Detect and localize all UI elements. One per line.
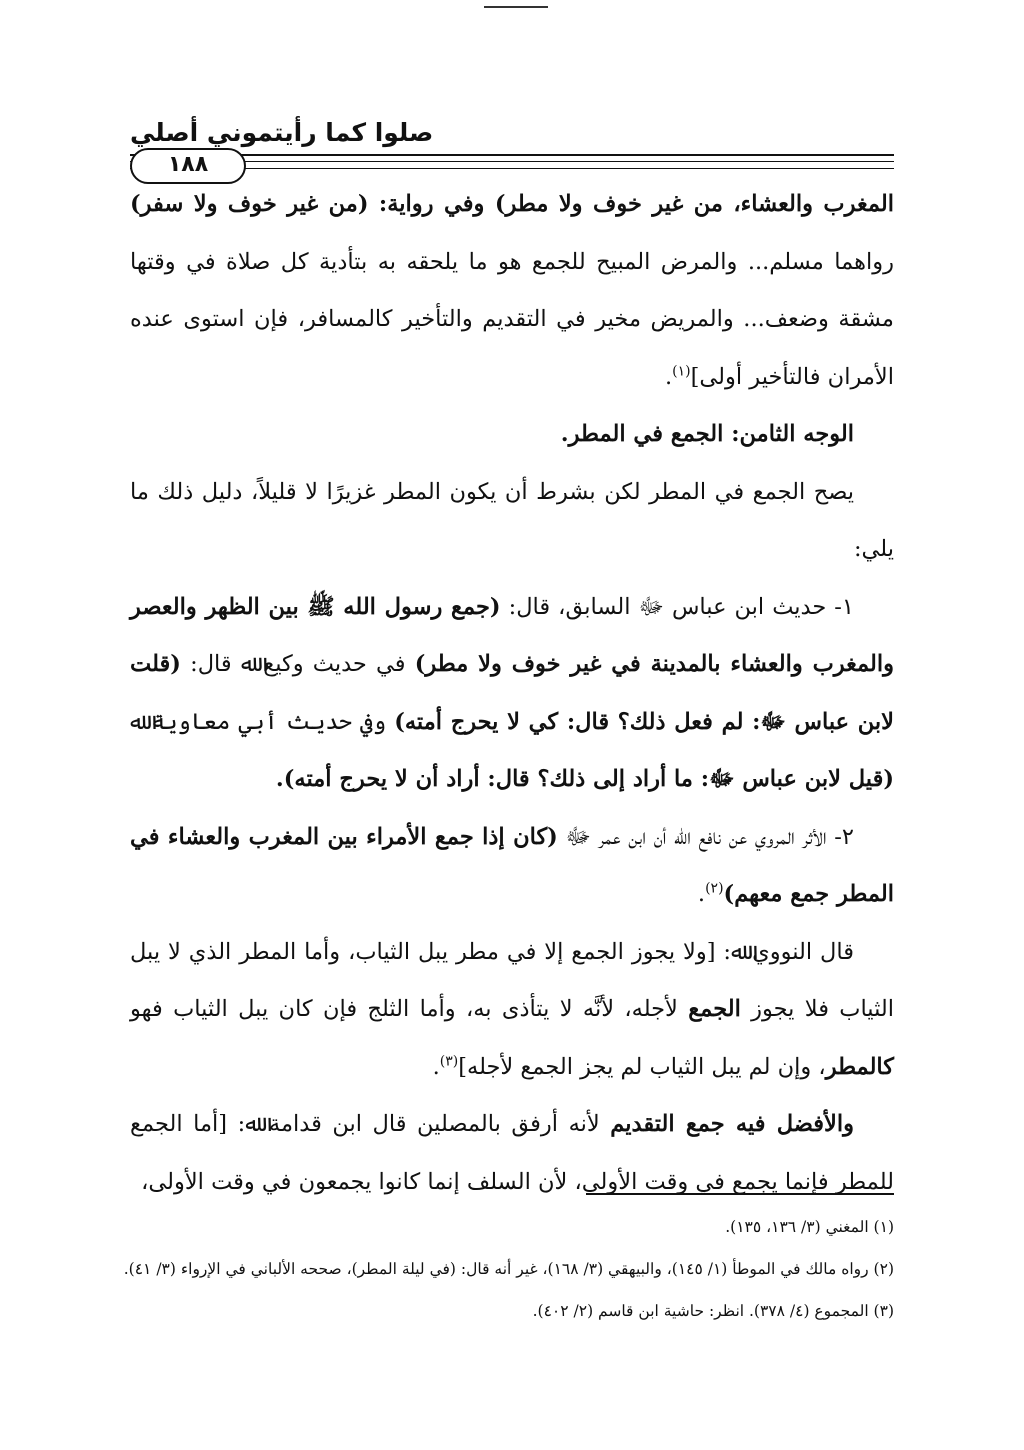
paragraph: ٢- الأثر المروي عن نافع ﷲ أن ابن عمر ﷻ (كان إذا جمع الأمراء بين المغرب والعشاء في المطر جمع معهم)$^{(٢)}$. bbox=[130, 823, 894, 907]
header-rule bbox=[130, 154, 894, 156]
footnote-ref: (٣) bbox=[439, 1053, 459, 1069]
text-span: وفي حديث أبي معاوية ﷲ bbox=[130, 708, 395, 735]
footnote: (٣) المجموع (٤/ ٣٧٨). انظر: حاشية ابن قاسم (٢/ ٤٠٢). bbox=[532, 1302, 894, 1320]
paragraph: قال النووي ﷲ: [ولا يجوز الجمع إلا في مطر يبل الثياب، وأما المطر الذي لا يبل الثياب فلا يجوز الجمع لأجله، لأنَّه لا يتأذى به، وأما الثلج فإن كان يبل الثياب فهو كالمطر، وإن لم يبل الثياب لم يجز الجمع لأجله]$^{(٣)}$. bbox=[130, 938, 894, 1080]
hadith-text: (قيل لابن عباس ﷻ: ما أراد إلى ذلك؟ قال: أراد أن لا يحرج أمته). bbox=[275, 766, 894, 792]
text-line: الأمران فالتأخير أولى] bbox=[690, 363, 894, 390]
hadith-text: المغرب والعشاء، من غير خوف ولا مطر) وفي رواية: (من غير خوف ولا سفر) bbox=[130, 191, 894, 217]
paragraph: المغرب والعشاء، من غير خوف ولا مطر) وفي رواية: (من غير خوف ولا سفر) رواهما مسلم... والمرض المبيح للجمع هو ما يلحقه به بتأدية كل صلاة في وقتها مشقة وضعف... والمريض مخير في التقديم والتأخير كالمسافر، فإن استوى عنده الأمران فالتأخير أولى]$^{(١)}$. bbox=[130, 191, 894, 390]
page-number: ١٨٨ bbox=[130, 148, 246, 184]
text-span: ١- حديث ابن عباس ﷻ السابق، قال: bbox=[500, 593, 854, 620]
footnote: (١) المغني (٣/ ١٣٦، ١٣٥). bbox=[725, 1218, 894, 1236]
bold-word: الجمع bbox=[688, 996, 741, 1022]
footnotes bbox=[123, 1206, 894, 1332]
hadith-text: (جمع رسول الله ﷺ بين الظهر والعصر والمغرب والعشاء بالمدينة في غير خوف ولا مطر) bbox=[130, 593, 895, 677]
text-span: ، وإن لم يبل الثياب لم يجز الجمع لأجله] bbox=[458, 1053, 826, 1080]
bold-phrase: والأفضل فيه جمع التقديم bbox=[610, 1111, 854, 1137]
footnote: (٢) رواه مالك في الموطأ (١/ ١٤٥)، والبيهقي (٣/ ١٦٨)، غير أنه قال: (في ليلة المطر)، صححه الألباني في الإرواء (٣/ ٤١). bbox=[123, 1260, 894, 1278]
main-text bbox=[130, 176, 894, 1211]
top-mark bbox=[484, 6, 548, 8]
text-span: قال النووي ﷲ: [ولا يجوز الجمع إلا في مطر يبل الثياب، وأما المطر الذي لا يبل الثياب فلا يجوز bbox=[130, 938, 894, 1022]
text-line: مشقة وضعف... والمريض مخير في التقديم والتأخير كالمسافر، فإن استوى عنده bbox=[130, 306, 894, 332]
text-span: لأنه أرفق بالمصلين قال ابن قدامة ﷲ: [أما الجمع للمطر فإنما يجمع في وقت الأولى، لأن السلف إنما كانوا يجمعون في وقت الأولى، bbox=[130, 1111, 894, 1195]
book-title: صلوا كما رأيتموني أصلي bbox=[130, 118, 434, 147]
footnote-rule bbox=[586, 1193, 894, 1195]
text-span: ٢- الأثر المروي عن نافع ﷲ أن ابن عمر ﷻ bbox=[557, 823, 855, 850]
section-heading: الوجه الثامن: الجمع في المطر. bbox=[560, 421, 854, 447]
paragraph bbox=[130, 579, 894, 809]
hadith-text: (قلت لابن عباس ﷻ: لم فعل ذلك؟ قال: كي لا يحرج أمته) bbox=[130, 651, 894, 735]
footnote-ref: (٢) bbox=[705, 880, 724, 897]
hadith-text: (كان إذا جمع الأمراء بين المغرب والعشاء في المطر جمع معهم) bbox=[130, 823, 894, 907]
text-line: رواهما مسلم... والمرض المبيح للجمع هو ما يلحقه به بتأدية كل صلاة في وقتها bbox=[130, 248, 894, 275]
footnote-ref: (١) bbox=[672, 363, 691, 379]
paragraph: يصح الجمع في المطر لكن بشرط أن يكون المطر غزيرًا لا قليلاً، دليل ذلك ما يلي: bbox=[130, 478, 894, 562]
text-span: لأجله، لأنَّه لا يتأذى به، وأما الثلج فإن كان يبل الثياب فهو bbox=[130, 996, 689, 1022]
text-span: في حديث وكيع ﷲ قال: bbox=[180, 651, 415, 677]
bold-word: كالمطر bbox=[825, 1053, 894, 1080]
